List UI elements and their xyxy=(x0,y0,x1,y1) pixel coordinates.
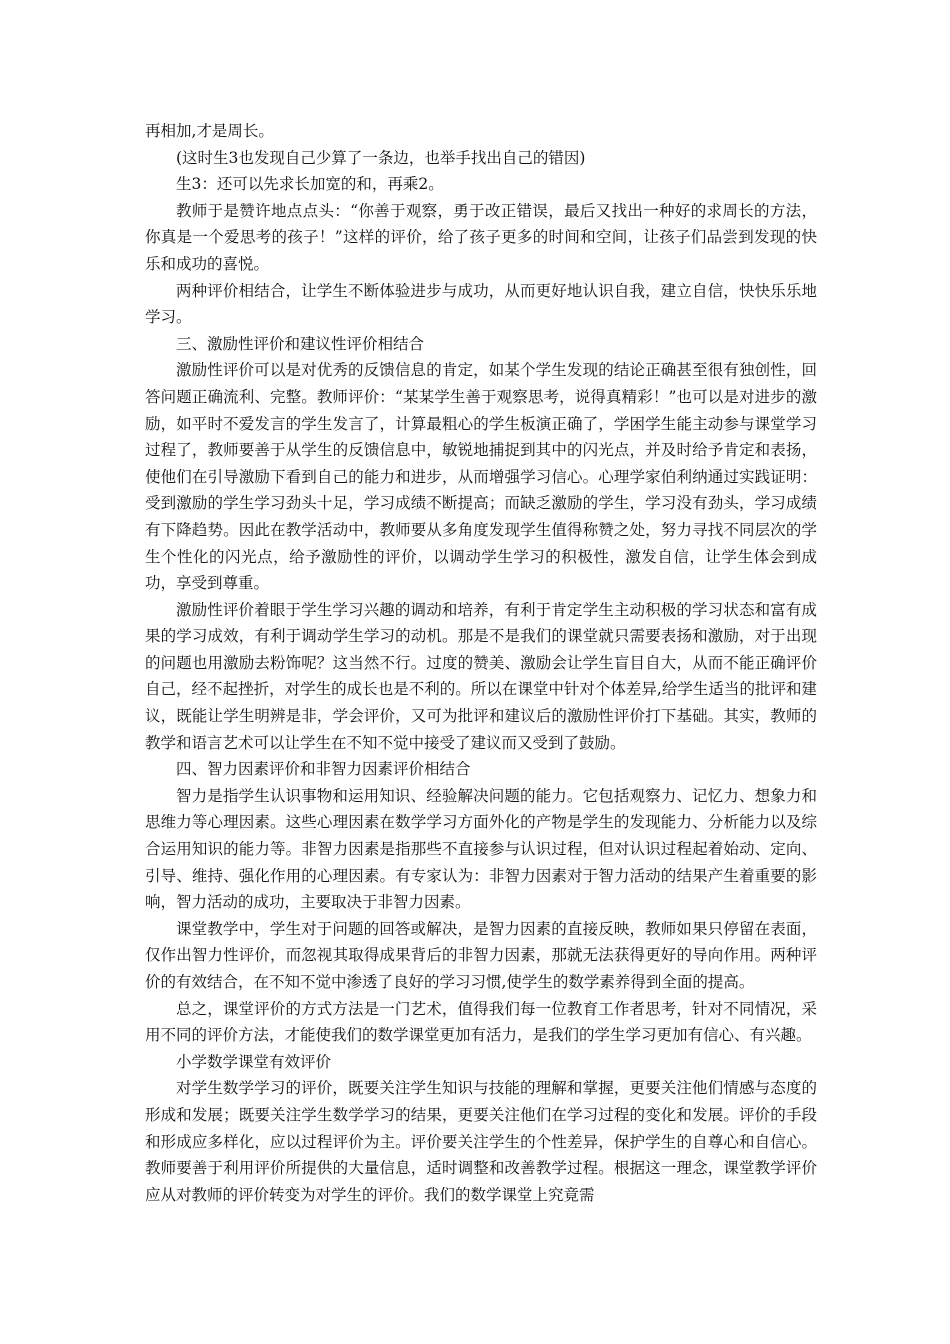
document-page xyxy=(145,118,817,1208)
section-heading-4: 四、智力因素评价和非智力因素评价相结合 xyxy=(176,760,471,779)
paragraph-intelligence-factors: 智力是指学生认识事物和运用知识、经验解决问题的能力。它包括观察力、记忆力、想象力和思维力等心理因素。这些心理因素在数学学习方面外化的产物是学生的发现能力、分析能力以及综合运用知识的能力等。非智力因素是指那些不直接参与认识过程，但对认识过程起着始动、定向、引导、维持、强化作用的心理因素。有专家认为：非智力因素对于智力活动的结果产生着重要的影响，智力活动的成功，主要取决于非智力因素。 xyxy=(145,786,817,912)
paragraph-combined-evaluation: 两种评价相结合，让学生不断体验进步与成功，从而更好地认识自我，建立自信，快快乐乐地学习。 xyxy=(145,281,817,327)
section-heading-3: 三、激励性评价和建议性评价相结合 xyxy=(176,334,425,353)
paragraph-incentive-and-suggestion: 激励性评价着眼于学生学习兴趣的调动和培养，有利于肯定学生主动积极的学习状态和富有成果的学习成效，有利于调动学生学习的动机。那是不是我们的课堂就只需要表扬和激励，对于出现的问题也用激励去粉饰呢？这当然不行。过度的赞美、激励会让学生盲目自大，从而不能正确评价自己，经不起挫折，对学生的成长也是不利的。所以在课堂中针对个体差异,给学生适当的批评和建议，既能让学生明辨是非，学会评价，又可为批评和建议后的激励性评价打下基础。其实，教师的教学和语言艺术可以让学生在不知不觉中接受了建议而又受到了鼓励。 xyxy=(145,600,817,752)
paragraph-evaluation-principles: 对学生数学学习的评价，既要关注学生知识与技能的理解和掌握，更要关注他们情感与态度的形成和发展；既要关注学生数学学习的结果，更要关注他们在学习过程的变化和发展。评价的手段和形成应多样化，应以过程评价为主。评价要关注学生的个性差异，保护学生的自尊心和自信心。教师要善于利用评价所提供的大量信息，适时调整和改善教学过程。根据这一理念，课堂教学评价应从对教师的评价转变为对学生的评价。我们的数学课堂上究竟需 xyxy=(145,1079,817,1204)
subtitle-effective-evaluation: 小学数学课堂有效评价 xyxy=(176,1052,332,1071)
paragraph-student3-answer: 生3：还可以先求长加宽的和，再乘2。 xyxy=(176,175,444,194)
paragraph-continuation: 再相加,才是周长。 xyxy=(145,122,274,140)
paragraph-classroom-teaching: 课堂教学中，学生对于问题的回答或解决，是智力因素的直接反映，教师如果只停留在表面，仅作出智力性评价，而忽视其取得成果背后的非智力因素，那就无法获得更好的导向作用。两种评价的有效结合，在不知不觉中渗透了良好的学习习惯,使学生的数学素养得到全面的提高。 xyxy=(145,919,817,991)
paragraph-incentive-evaluation: 激励性评价可以是对优秀的反馈信息的肯定，如某个学生发现的结论正确甚至很有独创性，回答问题正确流利、完整。教师评价：“某某学生善于观察思考，说得真精彩！”也可以是对进步的激励，如平时不爱发言的学生发言了，计算最粗心的学生板演正确了，学困学生能主动参与课堂学习过程了，教师要善于从学生的反馈信息中，敏锐地捕捉到其中的闪光点，并及时给予肯定和表扬，使他们在引导激励下看到自己的能力和进步，从而增强学习信心。心理学家伯利纳通过实践证明：受到激励的学生学习劲头十足，学习成绩不断提高；而缺乏激励的学生，学习没有劲头，学习成绩有下降趋势。因此在教学活动中，教师要从多角度发现学生值得称赞之处，努力寻找不同层次的学生个性化的闪光点，给予激励性的评价，以调动学生学习的积极性，激发自信，让学生体会到成功，享受到尊重。 xyxy=(145,361,817,593)
paragraph-conclusion: 总之，课堂评价的方式方法是一门艺术，值得我们每一位教育工作者思考，针对不同情况，采用不同的评价方法，才能使我们的数学课堂更加有活力，是我们的学生学习更加有信心、有兴趣。 xyxy=(145,999,817,1045)
paragraph-teacher-praise: 教师于是赞许地点点头：“你善于观察，勇于改正错误，最后又找出一种好的求周长的方法，你真是一个爱思考的孩子！”这样的评价，给了孩子更多的时间和空间，让孩子们品尝到发现的快乐和成功的喜悦。 xyxy=(145,201,817,273)
paragraph-student3-note: (这时生3也发现自己少算了一条边，也举手找出自己的错因) xyxy=(176,148,586,167)
